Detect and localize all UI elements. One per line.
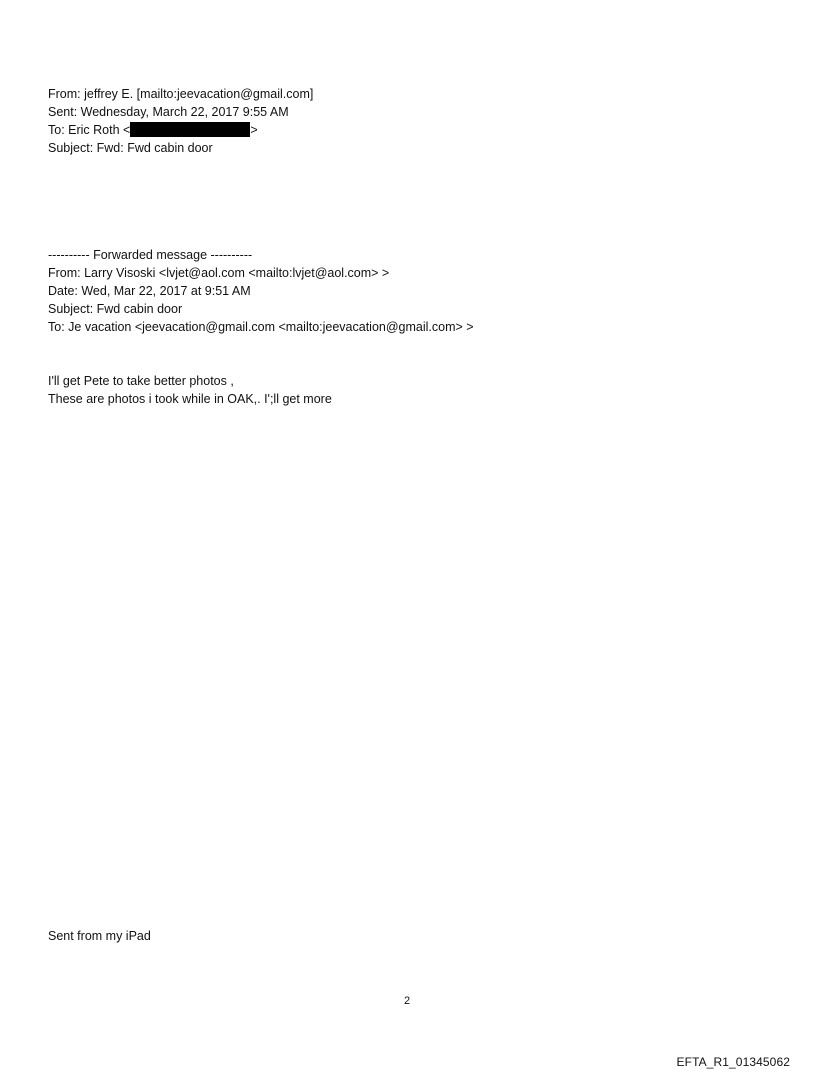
document-id: EFTA_R1_01345062 bbox=[676, 1055, 790, 1069]
body-line-1: I'll get Pete to take better photos , bbox=[48, 374, 234, 388]
forwarded-to: To: Je vacation <jeevacation@gmail.com <mailto:jeevacation@gmail.com> > bbox=[48, 320, 474, 334]
page-number: 2 bbox=[404, 995, 411, 1007]
header-to-prefix: To: Eric Roth < bbox=[48, 123, 131, 137]
header-sent: Sent: Wednesday, March 22, 2017 9:55 AM bbox=[48, 105, 289, 119]
header-subject: Subject: Fwd: Fwd cabin door bbox=[48, 141, 213, 155]
header-to-suffix: > bbox=[250, 123, 258, 137]
header-to bbox=[48, 121, 258, 139]
signature: Sent from my iPad bbox=[48, 929, 151, 943]
forwarded-separator: ---------- Forwarded message ---------- bbox=[48, 248, 253, 262]
forwarded-from: From: Larry Visoski <lvjet@aol.com <mailto:lvjet@aol.com> > bbox=[48, 266, 390, 280]
body-line-2: These are photos i took while in OAK,. I';ll get more bbox=[48, 392, 332, 406]
redaction-box bbox=[130, 122, 250, 137]
header-from: From: jeffrey E. [mailto:jeevacation@gmail.com] bbox=[48, 87, 314, 101]
forwarded-date: Date: Wed, Mar 22, 2017 at 9:51 AM bbox=[48, 284, 251, 298]
forwarded-subject: Subject: Fwd cabin door bbox=[48, 302, 183, 316]
